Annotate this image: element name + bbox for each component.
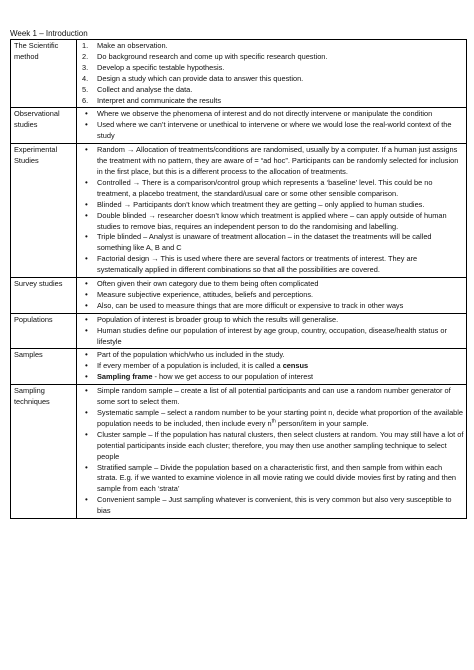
bullet-list [80,350,464,383]
bullet-list [80,109,464,142]
list-item: • Where we observe the phenomena of interest and do not directly intervene or manipulate the condition [80,109,464,120]
list-item: • Convenient sample – Just sampling whatever is convenient, this is very common but also very susceptible to bias [80,495,464,517]
row-heading-populations: Populations [11,313,77,349]
list-item: • If every member of a population is included, it is called a census [80,361,464,372]
list-item: • Human studies define our population of interest by age group, country, occupation, disease/health status or lifestyle [80,326,464,348]
row-content [77,108,467,144]
row-heading-experimental-studies: Experimental Studies [11,144,77,278]
bullet-list [80,315,464,348]
list-item: • Triple blinded – Analyst is unaware of treatment allocation – in the dataset the treatments will be called something like A, B and C [80,232,464,254]
list-item: • Often given their own category due to them being often complicated [80,279,464,290]
table-row [11,40,467,108]
list-item: • Stratified sample – Divide the population based on a characteristic first, and then sample from within each strata. E.g. if we wanted to examine violence in all movie rating we could divide movies first by rating and then sample from each ‘strata’ [80,463,464,496]
list-item: • Part of the population which/who us included in the study. [80,350,464,361]
row-heading-samples: Samples [11,349,77,385]
list-item: 2. Do background research and come up with specific research question. [82,51,328,61]
list-item: • Random → Allocation of treatments/conditions are randomised, usually by a computer. If a human just assigns the treatment with no pattern, they are aware of = “ad hoc”. Participants can be randomly selected for inclusion in the first place, but this is a different process to the allocation of treatments. [80,145,464,178]
list-item: • Systematic sample – select a random number to be your starting point n, decide what proportion of the available population needs to be included, then include every $n^{th}$ person/item in your sample. [80,408,464,430]
row-heading-observational-studies: Observational studies [11,108,77,144]
list-item: • Population of interest is broader group to which the results will generalise. [80,315,464,326]
numbered-list [80,41,464,106]
bullet-list [80,279,464,312]
table-row [11,144,467,278]
row-heading-survey-studies: Survey studies [11,278,77,314]
row-content [77,349,467,385]
list-item: • Controlled → There is a comparison/control group which represents a ‘baseline’ level. This could be no treatment, a placebo treatment, the standard/usual care or some other sensible comparison. [80,178,464,200]
page-title: Week 1 – Introduction [10,29,88,38]
row-heading-sampling-techniques: Sampling techniques [11,385,77,519]
table-row [11,313,467,349]
list-item: • Simple random sample – create a list of all potential participants and can use a random number generator of some sort to select them. [80,386,464,408]
table-row [11,278,467,314]
notes-table [10,39,467,519]
list-item: 3. Develop a specific testable hypothesis. [82,62,225,72]
bullet-list [80,145,464,276]
row-content [77,40,467,108]
list-item: 5. Collect and analyse the data. [82,84,193,94]
table-row [11,108,467,144]
list-item: 1. Make an observation. [82,41,168,50]
row-heading-scientific-method: The Scientific method [11,40,77,108]
census-term: census [282,361,309,371]
list-item: • Blinded → Participants don’t know which treatment they are getting – only applied to human studies. [80,200,464,211]
list-item: • Measure subjective experience, attitudes, beliefs and perceptions. [80,290,464,301]
table-row [11,349,467,385]
table-row [11,385,467,519]
list-item: 4. Design a study which can provide data to answer this question. [82,73,304,83]
bullet-list [80,386,464,517]
list-item: 6. Interpret and communicate the results [82,95,222,105]
list-item: • Double blinded → researcher doesn’t know which treatment is applied where – can apply outside of human studies to remove bias, requires an independent person to do the randomising and labelling. [80,211,464,233]
row-content [77,278,467,314]
row-content [77,144,467,278]
list-item: • Used where we can’t intervene or unethical to intervene or where we would lose the real-world context of the study [80,120,464,142]
list-item: • Cluster sample – If the population has natural clusters, then select clusters at random. You may still have a lot of potential participants inside each cluster; therefore, you may then use another sampling technique to select people [80,430,464,463]
list-item: • Sampling frame - how we get access to our population of interest [80,372,464,383]
list-item: • Also, can be used to measure things that are more difficult or expensive to track in other ways [80,301,464,312]
sampling-frame-term: Sampling frame [97,372,153,382]
row-content [77,385,467,519]
list-item: • Factorial design → This is used where there are several factors or treatments of interest. They are systematically applied in different combinations so that all the possibilities are covered. [80,254,464,276]
row-content [77,313,467,349]
